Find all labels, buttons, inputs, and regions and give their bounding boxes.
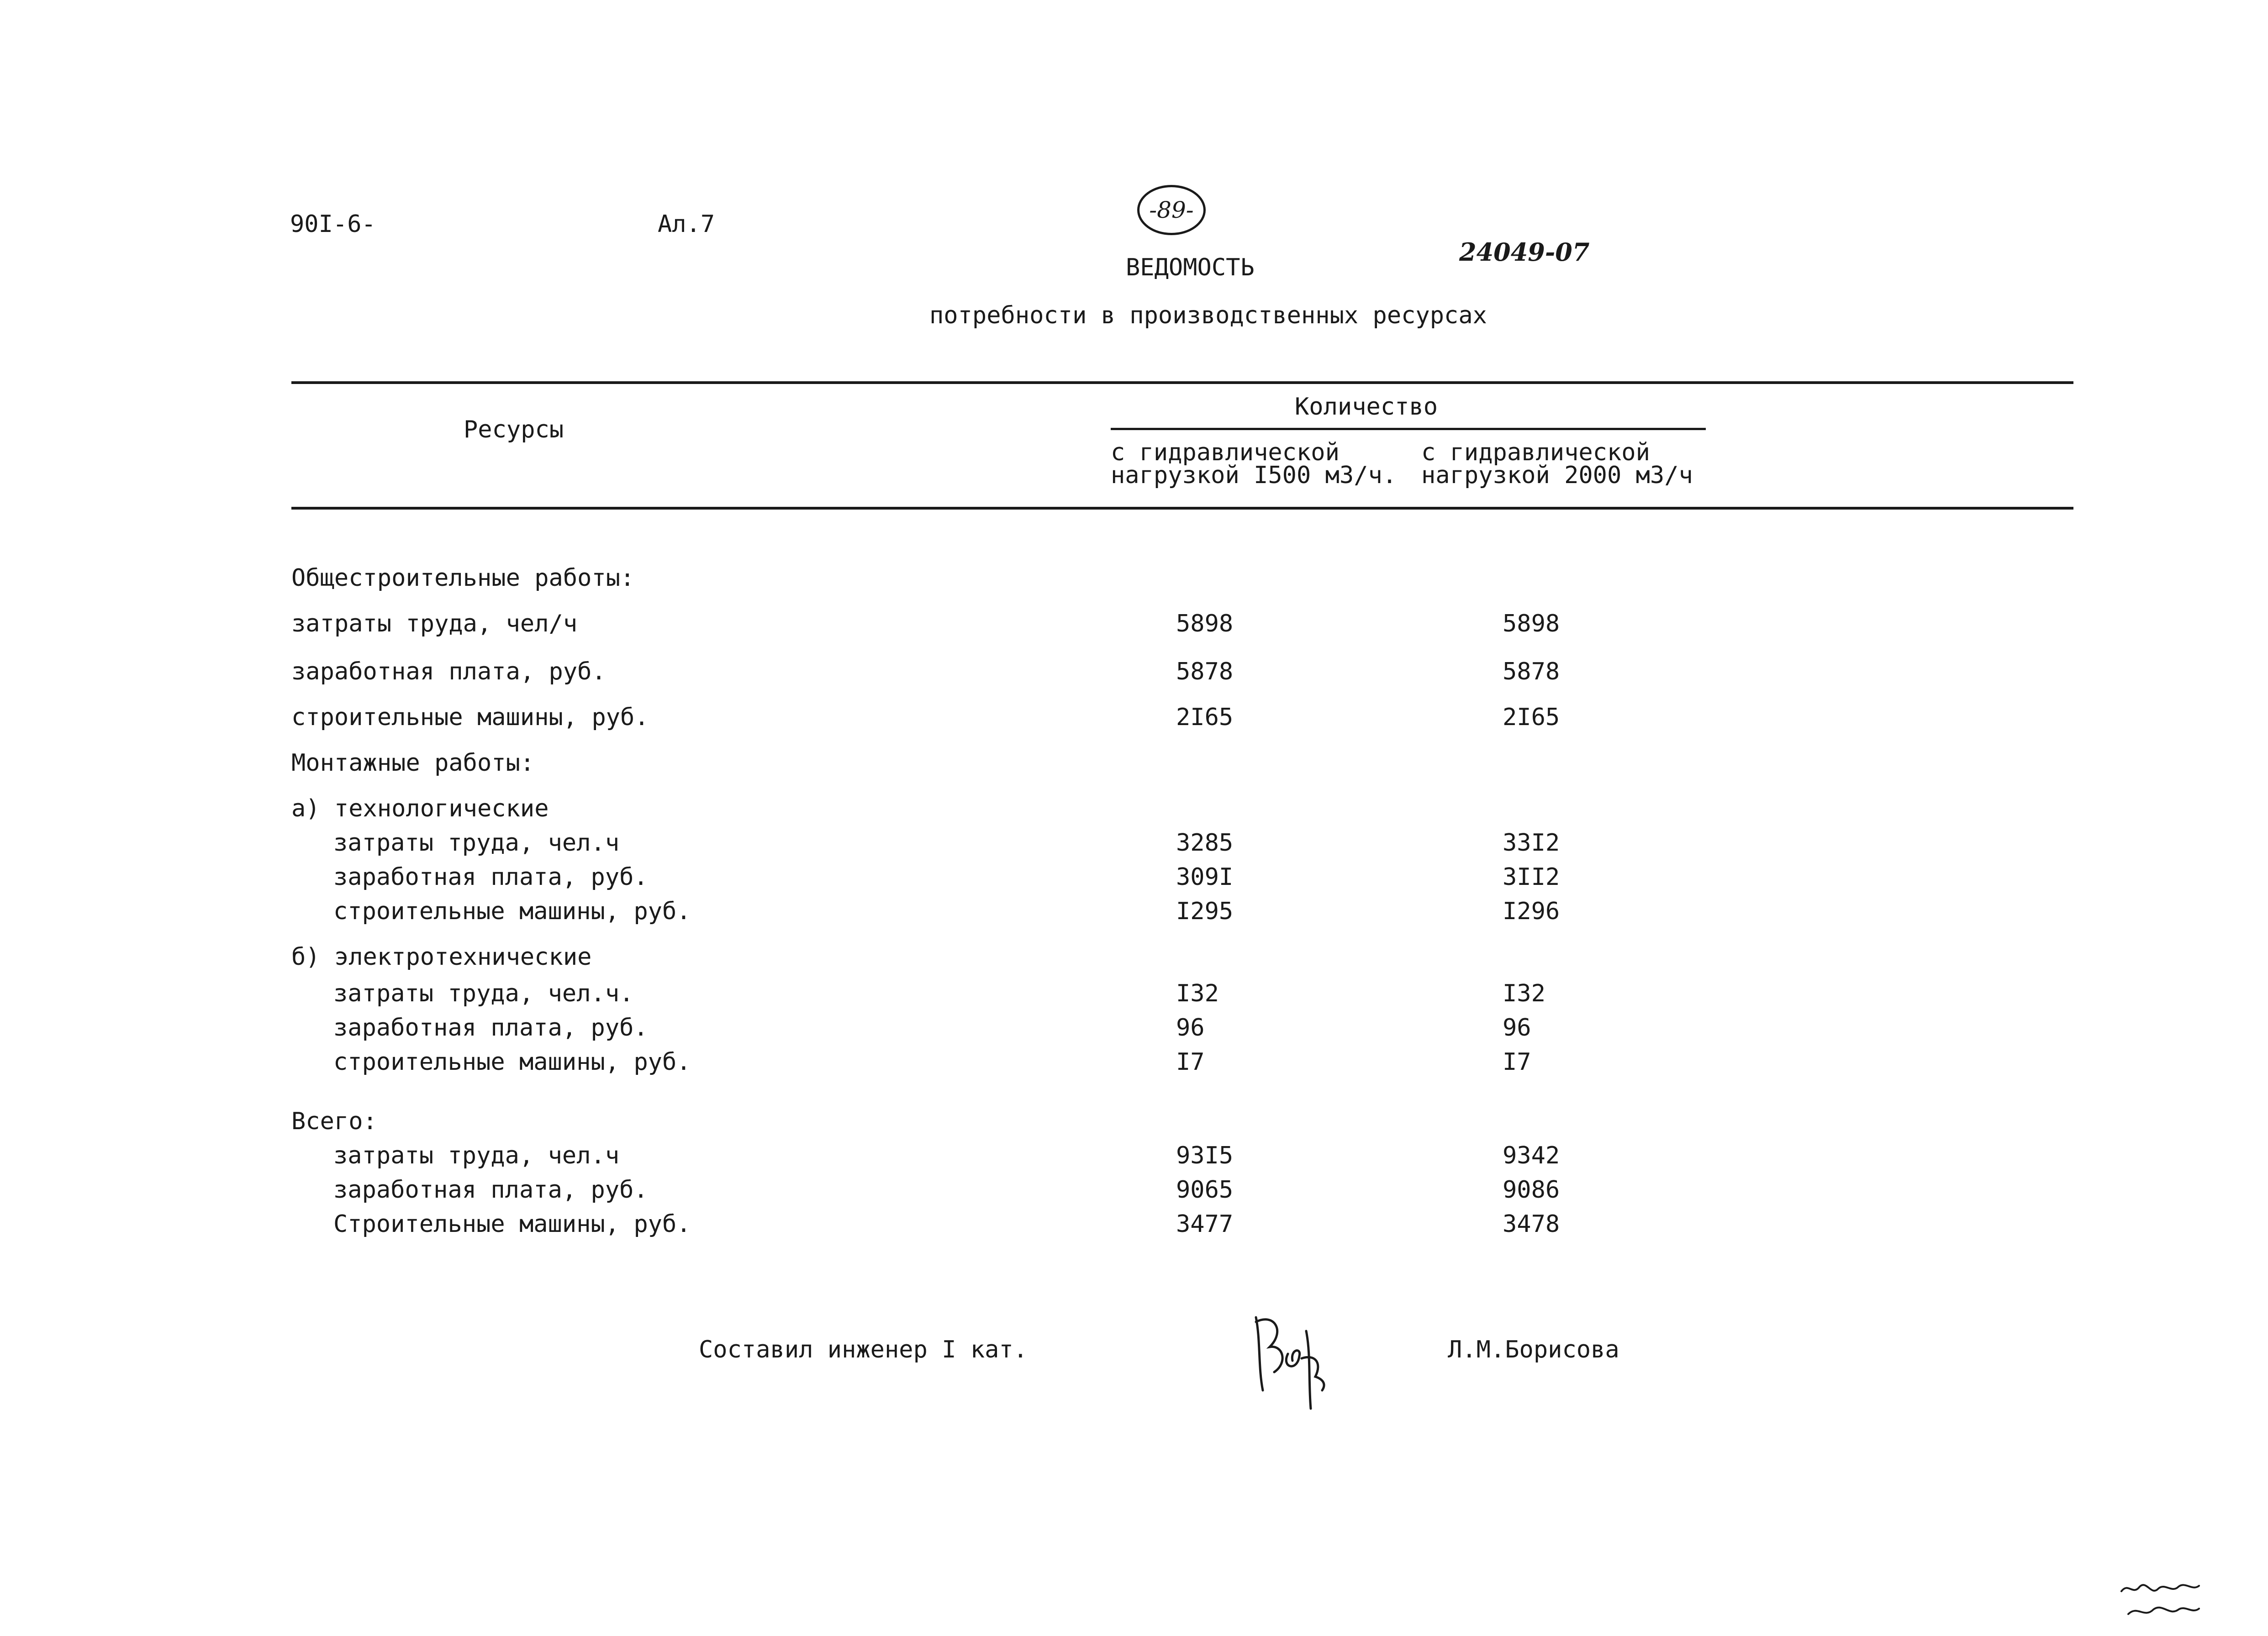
document-subtitle: потребности в производственных ресурсах bbox=[929, 302, 1487, 329]
document-title: ВЕДОМОСТЬ bbox=[1126, 254, 1255, 281]
author-name: Л.М.Борисова bbox=[1448, 1336, 1619, 1363]
table-top-rule bbox=[291, 381, 2073, 384]
row-label: затраты труда, чел.ч bbox=[333, 829, 620, 857]
page-number-stamp bbox=[1137, 185, 1206, 235]
row-value-2000: 3II2 bbox=[1503, 863, 1560, 891]
signature bbox=[1242, 1304, 1334, 1413]
page-number: -89- bbox=[1149, 197, 1194, 223]
row-label: заработная плата, руб. bbox=[333, 1014, 648, 1042]
row-value-1500: I7 bbox=[1176, 1048, 1205, 1076]
row-value-1500: 93I5 bbox=[1176, 1142, 1234, 1169]
row-value-2000: I7 bbox=[1503, 1048, 1531, 1076]
row-value-2000: I32 bbox=[1503, 980, 1545, 1007]
row-value-2000: I296 bbox=[1503, 898, 1560, 925]
row-label: строительные машины, руб. bbox=[333, 898, 691, 925]
subcolumn-1500-line1: с гидравлической bbox=[1111, 439, 1340, 466]
row-value-1500: 5898 bbox=[1176, 610, 1234, 637]
row-value-2000: 9086 bbox=[1503, 1176, 1560, 1204]
table-header-rule bbox=[291, 507, 2073, 510]
row-label: строительные машины, руб. bbox=[291, 704, 649, 731]
row-value-1500: 5878 bbox=[1176, 658, 1234, 685]
subcolumn-2000-line1: с гидравлической bbox=[1421, 439, 1650, 466]
row-label: заработная плата, руб. bbox=[291, 658, 606, 685]
row-value-1500: 9065 bbox=[1176, 1176, 1234, 1204]
row-value-2000: 33I2 bbox=[1503, 829, 1560, 857]
row-label: затраты труда, чел/ч bbox=[291, 610, 578, 637]
row-value-1500: 309I bbox=[1176, 863, 1234, 891]
subcolumn-1500-line2: нагрузкой I500 м3/ч. bbox=[1111, 462, 1397, 489]
section-heading-total: Всего: bbox=[291, 1108, 377, 1135]
row-label: затраты труда, чел.ч. bbox=[333, 980, 634, 1007]
row-value-2000: 5878 bbox=[1503, 658, 1560, 685]
row-value-1500: I32 bbox=[1176, 980, 1219, 1007]
row-label: затраты труда, чел.ч bbox=[333, 1142, 620, 1169]
row-value-1500: 3477 bbox=[1176, 1210, 1234, 1238]
row-label: Строительные машины, руб. bbox=[333, 1210, 691, 1238]
row-value-1500: 2I65 bbox=[1176, 704, 1234, 731]
row-value-2000: 3478 bbox=[1503, 1210, 1560, 1238]
row-value-2000: 2I65 bbox=[1503, 704, 1560, 731]
column-resources: Ресурсы bbox=[464, 416, 564, 443]
row-value-1500: 3285 bbox=[1176, 829, 1234, 857]
subsection-heading-technological: а) технологические bbox=[291, 795, 549, 822]
row-value-2000: 9342 bbox=[1503, 1142, 1560, 1169]
quantity-underline bbox=[1111, 428, 1706, 430]
album-number: Ал.7 bbox=[658, 210, 715, 238]
row-label: строительные машины, руб. bbox=[333, 1048, 691, 1076]
row-value-1500: I295 bbox=[1176, 898, 1234, 925]
row-value-1500: 96 bbox=[1176, 1014, 1205, 1042]
row-value-2000: 5898 bbox=[1503, 610, 1560, 637]
row-value-2000: 96 bbox=[1503, 1014, 1531, 1042]
row-label: заработная плата, руб. bbox=[333, 1176, 648, 1204]
section-heading-mounting: Монтажные работы: bbox=[291, 749, 535, 777]
margin-scribble bbox=[2119, 1578, 2210, 1628]
section-heading-general: Общестроительные работы: bbox=[291, 564, 635, 592]
composed-by-label: Составил инженер I кат. bbox=[699, 1336, 1028, 1363]
document-code: 90I-6- bbox=[290, 210, 376, 238]
column-quantity: Количество bbox=[1295, 393, 1438, 421]
inventory-number: 24049-07 bbox=[1459, 237, 1590, 267]
subcolumn-2000-line2: нагрузкой 2000 м3/ч bbox=[1421, 462, 1693, 489]
subsection-heading-electrical: б) электротехнические bbox=[291, 943, 592, 971]
row-label: заработная плата, руб. bbox=[333, 863, 648, 891]
